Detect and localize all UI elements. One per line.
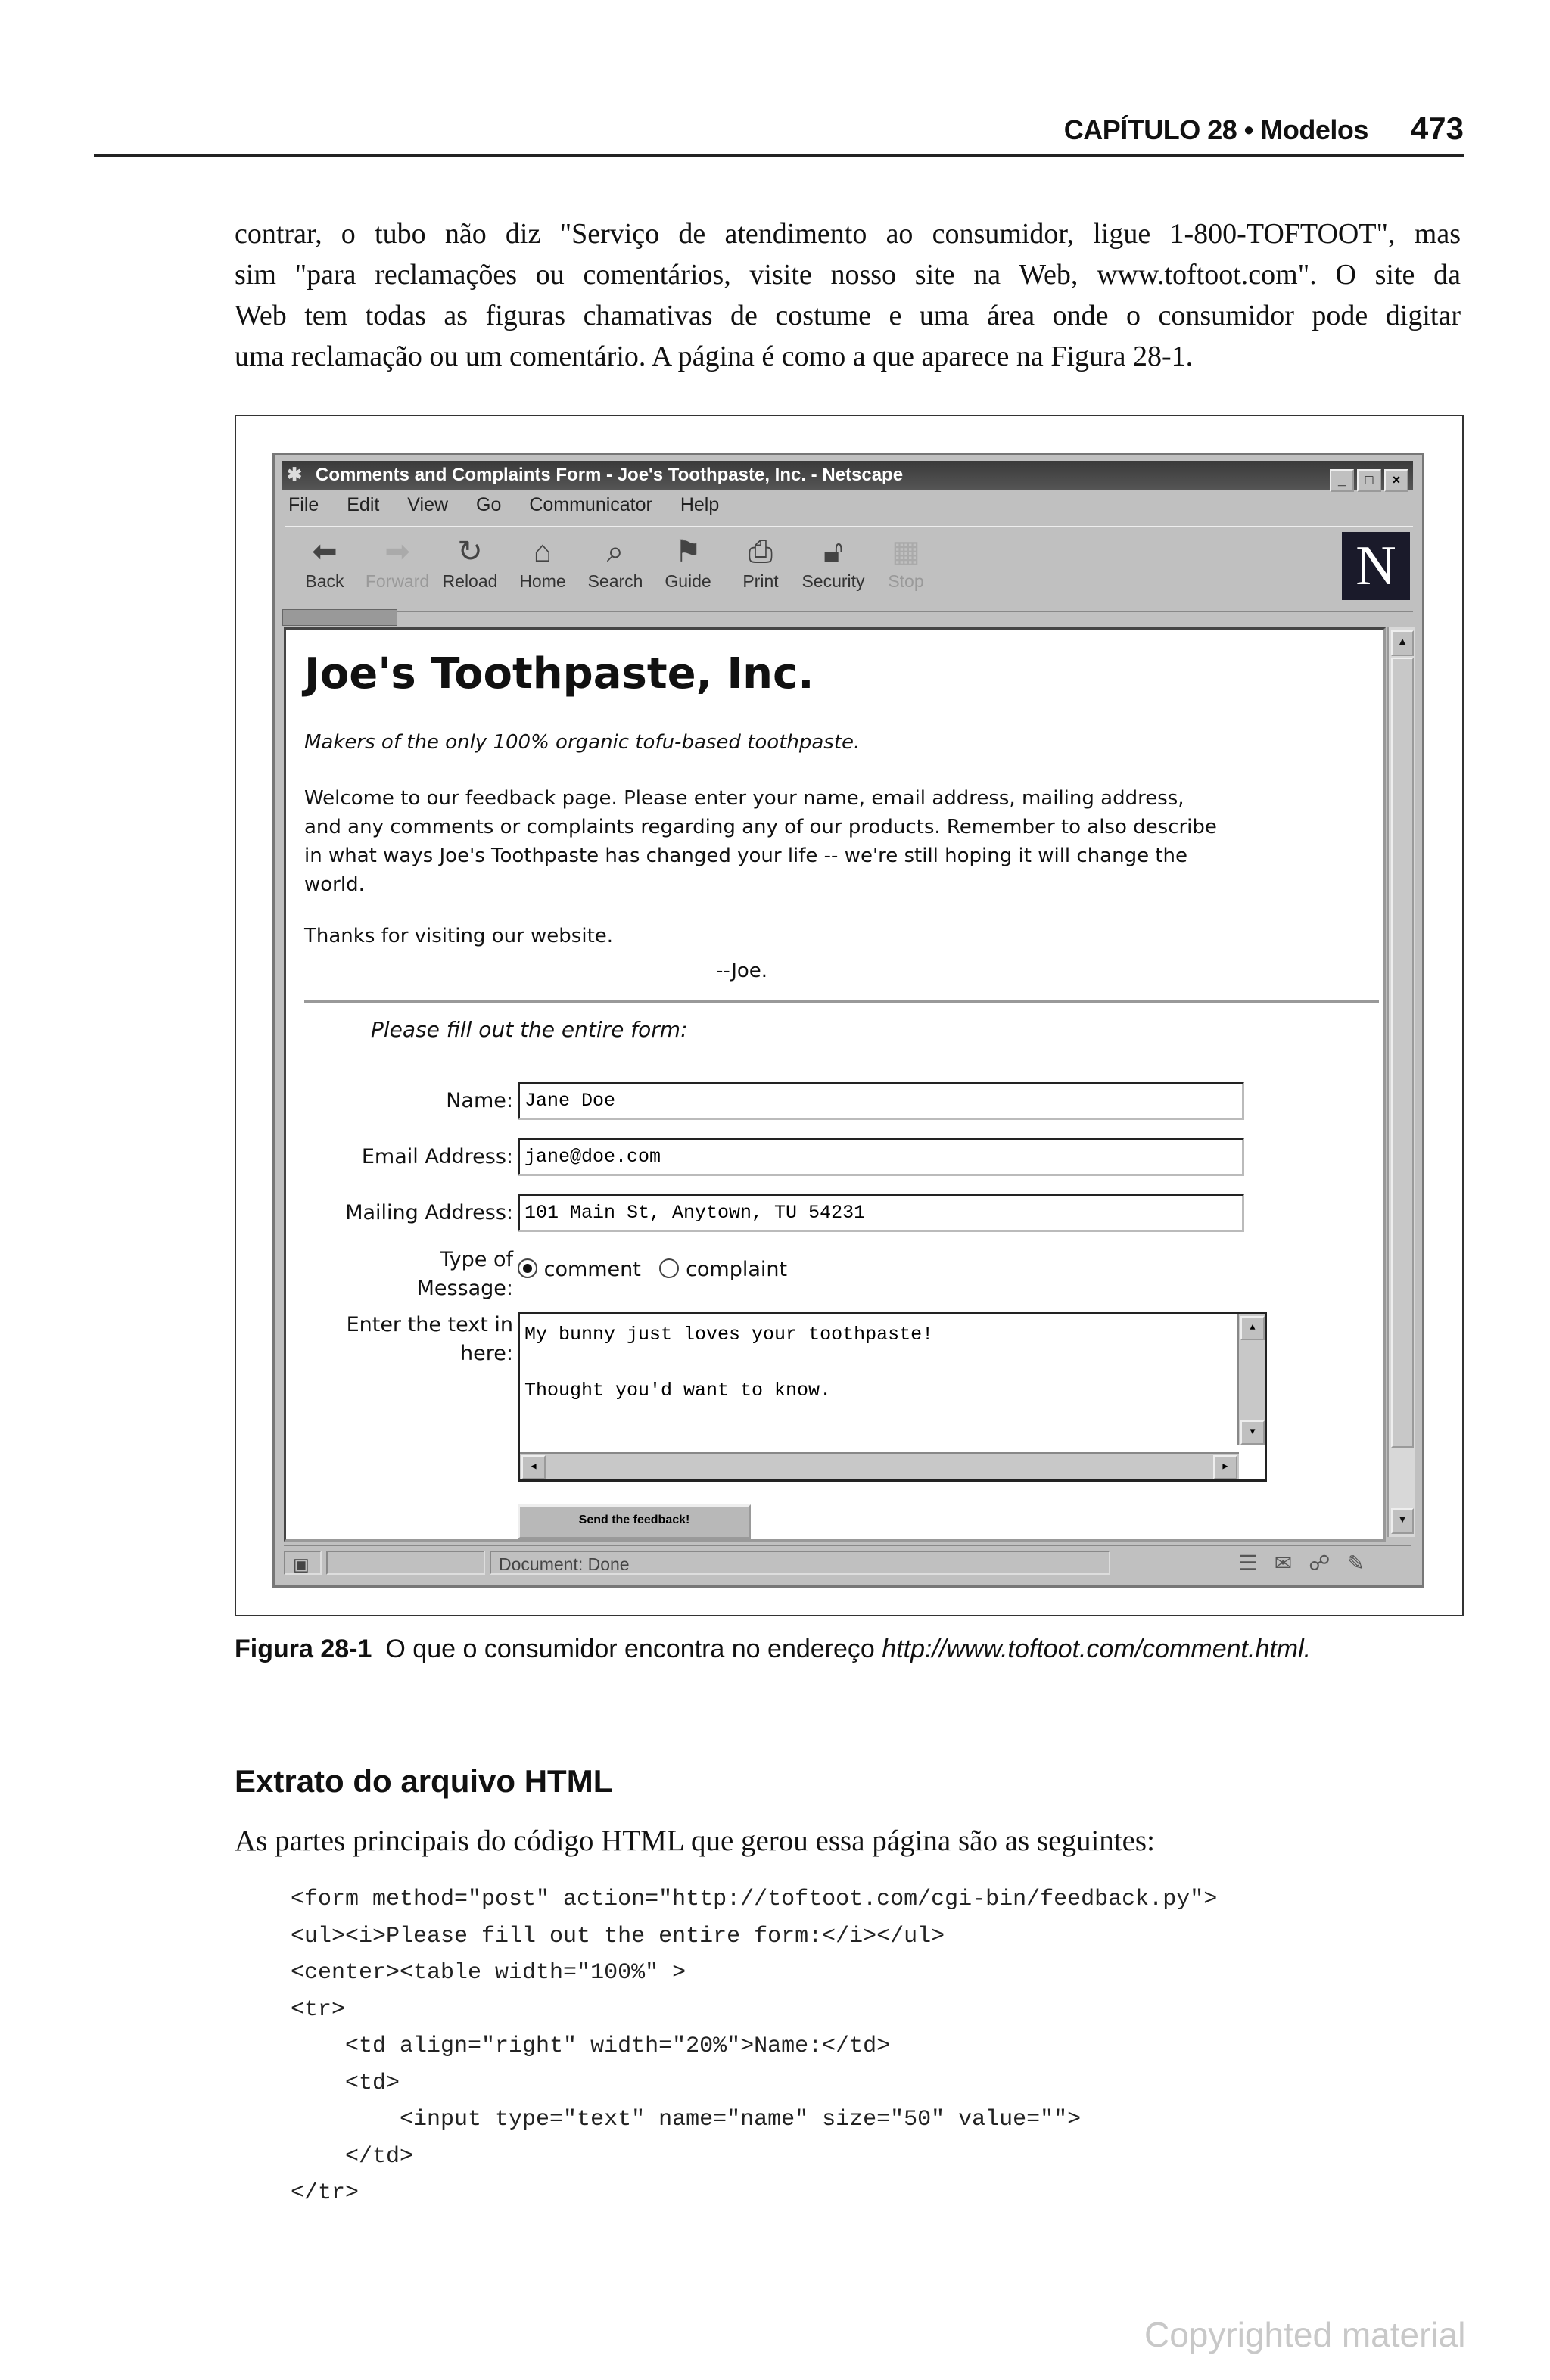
caption-text: O que o consumidor encontra no endereço xyxy=(385,1635,875,1663)
copyright-watermark: Copyrighted material xyxy=(1144,2315,1466,2354)
print-button[interactable]: ⎙ Print xyxy=(727,532,794,592)
minimize-button[interactable]: _ xyxy=(1330,469,1354,492)
page-number: 473 xyxy=(1410,110,1464,146)
body-line: contrar, o tubo não diz "Serviço de atendimento ao consumidor, ligue 1-800-TOFTOOT", mas xyxy=(235,218,1461,250)
home-button[interactable]: ⌂ Home xyxy=(509,532,576,592)
body-paragraph xyxy=(235,213,1461,377)
code-line: <input type="text" name="name" size="50" value=""> xyxy=(291,2107,1082,2133)
location-toolbar-tab[interactable] xyxy=(282,609,397,626)
progress-cell xyxy=(326,1551,485,1575)
send-feedback-button[interactable]: Send the feedback! xyxy=(518,1504,751,1539)
connection-icon: ▣ xyxy=(284,1551,322,1575)
body-line: uma reclamação ou um comentário. A página é como a que aparece na Figura 28-1. xyxy=(235,341,1194,372)
code-line: </tr> xyxy=(291,2180,359,2206)
code-line: <tr> xyxy=(291,1996,346,2023)
caption-url: http://www.toftoot.com/comment.html. xyxy=(882,1635,1312,1663)
code-line: <ul><i>Please fill out the entire form:</i></ul> xyxy=(291,1923,945,1949)
title-bar xyxy=(282,461,1413,490)
tagline: Makers of the only 100% organic tofu-based toothpaste. xyxy=(304,731,861,754)
stop-icon: ▦ xyxy=(892,535,920,568)
maximize-button[interactable]: □ xyxy=(1357,469,1381,492)
newsgroup-icon[interactable]: ☍ xyxy=(1309,1551,1347,1575)
status-text: Document: Done xyxy=(490,1551,1110,1575)
window-title: Comments and Complaints Form - Joe's Toothpaste, Inc. - Netscape xyxy=(316,465,904,485)
menu-view[interactable]: View xyxy=(407,494,449,515)
page-scroll-up-icon[interactable]: ▲ xyxy=(1391,630,1414,656)
section-heading: Extrato do arquivo HTML xyxy=(235,1763,613,1799)
figure-caption xyxy=(235,1635,1311,1664)
security-button[interactable]: 🔓︎ Security xyxy=(800,532,867,592)
textarea-vertical-scrollbar[interactable] xyxy=(1237,1314,1265,1445)
thanks-text: Thanks for visiting our website. xyxy=(304,925,614,947)
comment-radio[interactable] xyxy=(518,1258,537,1278)
mail-icon[interactable]: ✉ xyxy=(1274,1551,1309,1575)
welcome-text: Welcome to our feedback page. Please enter your name, email address, mailing address, and any comments or complaints regarding any of our products. Remember to also describe in what ways Joe's Toothpaste has changed your life -- we're still hoping it will change the world. xyxy=(304,787,1217,896)
signature: --Joe. xyxy=(716,960,768,982)
text-entry-label: Enter the text in here: xyxy=(346,1313,513,1365)
reload-button[interactable]: ↻ Reload xyxy=(437,532,503,592)
status-bar xyxy=(284,1545,1411,1579)
message-type-radios xyxy=(518,1258,787,1281)
menu-communicator[interactable]: Communicator xyxy=(529,494,652,515)
back-button[interactable]: ⬅ Back xyxy=(291,532,358,592)
mailing-address-input[interactable]: 101 Main St, Anytown, TU 54231 xyxy=(518,1194,1244,1232)
comment-option-label: comment xyxy=(543,1258,641,1281)
complaint-option-label: complaint xyxy=(686,1258,788,1281)
reload-icon: ↻ xyxy=(457,535,483,568)
search-icon: ⌕ xyxy=(606,535,624,568)
guide-icon: ⚑ xyxy=(674,535,702,568)
menu-go[interactable]: Go xyxy=(476,494,502,515)
navigation-toolbar xyxy=(285,526,1413,612)
code-listing xyxy=(291,1881,1217,2212)
textarea-horizontal-scrollbar[interactable] xyxy=(520,1452,1239,1479)
back-arrow-icon: ⬅ xyxy=(312,535,338,568)
message-type-label: Type of Message: xyxy=(416,1248,513,1300)
document-icon[interactable]: ☰ xyxy=(1238,1551,1275,1575)
search-button[interactable]: ⌕ Search xyxy=(582,532,649,592)
menu-edit[interactable]: Edit xyxy=(347,494,380,515)
guide-button[interactable]: ⚑ Guide xyxy=(655,532,721,592)
code-line: <form method="post" action="http://toftoot.com/cgi-bin/feedback.py"> xyxy=(291,1887,1218,1912)
component-bar-icons xyxy=(1239,1551,1381,1576)
divider xyxy=(304,1000,1379,1003)
scroll-right-arrow-icon[interactable]: ▶ xyxy=(1213,1455,1237,1479)
running-header xyxy=(94,110,1464,157)
name-input[interactable]: Jane Doe xyxy=(518,1082,1244,1120)
code-line: <td align="right" width="20%">Name:</td> xyxy=(291,2033,891,2059)
home-icon: ⌂ xyxy=(533,535,552,568)
page-scroll-down-icon[interactable]: ▼ xyxy=(1391,1508,1414,1534)
printer-icon: ⎙ xyxy=(749,535,773,568)
browser-window xyxy=(272,453,1424,1588)
email-label: Email Address: xyxy=(361,1145,513,1168)
composer-icon[interactable]: ✎ xyxy=(1346,1551,1381,1575)
body-line: sim "para reclamações ou comentários, visite nosso site na Web, www.toftoot.com". O site da xyxy=(235,259,1461,291)
lock-icon: 🔓︎ xyxy=(823,535,843,568)
body-line: Web tem todas as figuras chamativas de costume e uma área onde o consumidor pode digitar xyxy=(235,300,1461,331)
email-input[interactable]: jane@doe.com xyxy=(518,1138,1244,1176)
figure-number: Figura 28-1 xyxy=(235,1635,372,1663)
scroll-left-arrow-icon[interactable]: ◀ xyxy=(521,1455,546,1479)
feedback-textarea[interactable]: My bunny just loves your toothpaste! Thought you'd want to know. ▲ ▼ ◀ ▶ xyxy=(518,1312,1267,1482)
mailing-label: Mailing Address: xyxy=(345,1201,513,1224)
menu-help[interactable]: Help xyxy=(680,494,720,515)
page-scroll-thumb[interactable] xyxy=(1391,658,1414,1448)
page-title: Joe's Toothpaste, Inc. xyxy=(304,649,814,698)
name-label: Name: xyxy=(446,1089,513,1112)
stop-button[interactable]: ▦ Stop xyxy=(873,532,939,592)
code-line: <center><table width="100%" > xyxy=(291,1960,686,1986)
netscape-logo: N xyxy=(1342,532,1410,600)
code-line: </td> xyxy=(291,2143,414,2170)
netscape-app-icon: ✱ xyxy=(287,465,303,485)
menu-bar xyxy=(288,494,742,521)
form-instruction: Please fill out the entire form: xyxy=(371,1017,688,1042)
code-line: <td> xyxy=(291,2070,400,2096)
page-viewport xyxy=(284,627,1386,1542)
scroll-down-arrow-icon[interactable]: ▼ xyxy=(1240,1420,1265,1445)
intro-text: As partes principais do código HTML que gerou essa página são as seguintes: xyxy=(235,1825,1155,1857)
chapter-title: CAPÍTULO 28 • Modelos xyxy=(1063,114,1368,145)
page-vertical-scrollbar[interactable] xyxy=(1387,627,1415,1537)
close-button[interactable]: × xyxy=(1384,469,1408,492)
forward-arrow-icon: ➡ xyxy=(384,535,410,568)
forward-button[interactable]: ➡ Forward xyxy=(364,532,431,592)
menu-file[interactable]: File xyxy=(288,494,319,515)
complaint-radio[interactable] xyxy=(659,1258,679,1278)
scroll-up-arrow-icon[interactable]: ▲ xyxy=(1240,1316,1265,1340)
